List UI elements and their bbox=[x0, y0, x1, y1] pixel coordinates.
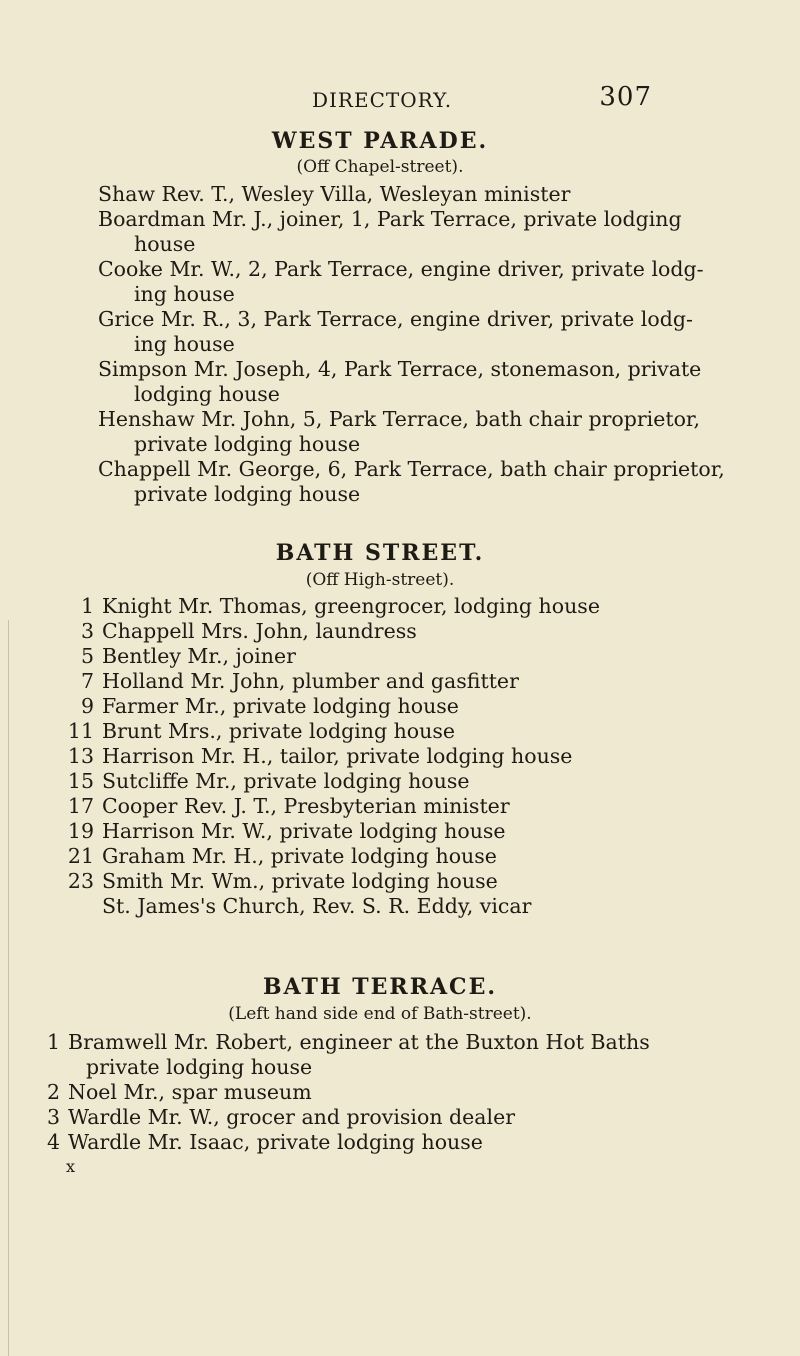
list-item bbox=[54, 694, 794, 719]
list-item bbox=[20, 1030, 760, 1080]
house-number: 9 bbox=[80, 694, 94, 718]
bath-street-subtitle: (Off High-street). bbox=[305, 570, 455, 590]
running-head bbox=[312, 82, 652, 120]
bath-terrace-subtitle: (Left hand side end of Bath-street). bbox=[228, 1004, 532, 1024]
running-head-title: DIRECTORY. bbox=[312, 88, 453, 112]
entry-text: Holland Mr. John, plumber and gasfitter bbox=[102, 669, 519, 693]
bath-terrace-title: BATH TERRACE. bbox=[263, 974, 497, 1000]
list-item bbox=[54, 644, 794, 669]
list-item bbox=[54, 719, 794, 744]
list-item bbox=[54, 844, 794, 869]
entry-text: Wardle Mr. Isaac, private lodging house bbox=[68, 1130, 483, 1154]
entry-text: Graham Mr. H., private lodging house bbox=[102, 844, 497, 868]
list-item bbox=[98, 457, 788, 507]
house-number: 19 bbox=[67, 819, 94, 843]
list-item bbox=[98, 257, 788, 307]
signature-mark: x bbox=[66, 1157, 76, 1176]
house-number: 5 bbox=[80, 644, 94, 668]
entry-text: Simpson Mr. Joseph, 4, Park Terrace, stonemason, private bbox=[98, 357, 702, 381]
list-item bbox=[54, 619, 794, 644]
entry-text: Grice Mr. R., 3, Park Terrace, engine driver, private lodg- bbox=[98, 307, 693, 331]
list-item bbox=[54, 769, 794, 794]
list-item bbox=[98, 307, 788, 357]
entry-text: Smith Mr. Wm., private lodging house bbox=[102, 869, 498, 893]
west-parade-title: WEST PARADE. bbox=[271, 128, 489, 154]
entry-continuation: ing house bbox=[134, 332, 235, 356]
west-parade-subtitle: (Off Chapel-street). bbox=[296, 157, 464, 177]
entry-text: Brunt Mrs., private lodging house bbox=[102, 719, 455, 743]
entry-continuation: private lodging house bbox=[134, 432, 361, 456]
house-number: 3 bbox=[46, 1105, 60, 1129]
list-item bbox=[98, 182, 788, 207]
house-number: 17 bbox=[67, 794, 94, 818]
entry-text: Shaw Rev. T., Wesley Villa, Wesleyan minister bbox=[98, 182, 571, 206]
list-item bbox=[20, 1080, 760, 1105]
entry-continuation: lodging house bbox=[134, 382, 280, 406]
list-item bbox=[54, 794, 794, 819]
list-item bbox=[54, 869, 794, 894]
house-number: 21 bbox=[67, 844, 94, 868]
list-item bbox=[54, 819, 794, 844]
entry-continuation: private lodging house bbox=[134, 482, 361, 506]
entry-text: Noel Mr., spar museum bbox=[68, 1080, 312, 1104]
house-number: 15 bbox=[67, 769, 94, 793]
entry-text: Harrison Mr. W., private lodging house bbox=[102, 819, 506, 843]
entry-text: Bramwell Mr. Robert, engineer at the Buxton Hot Baths bbox=[68, 1030, 650, 1054]
entry-text: Boardman Mr. J., joiner, 1, Park Terrace, private lodging bbox=[98, 207, 682, 231]
list-item bbox=[20, 1130, 760, 1155]
entry-text: Bentley Mr., joiner bbox=[102, 644, 296, 668]
entry-continuation: ing house bbox=[134, 282, 235, 306]
house-number: 11 bbox=[67, 719, 94, 743]
entry-text: Harrison Mr. H., tailor, private lodging house bbox=[102, 744, 573, 768]
house-number: 1 bbox=[80, 594, 94, 618]
entry-text: Knight Mr. Thomas, greengrocer, lodging house bbox=[102, 594, 600, 618]
house-number: 2 bbox=[46, 1080, 60, 1104]
house-number: 3 bbox=[80, 619, 94, 643]
house-number: 7 bbox=[80, 669, 94, 693]
entry-text: Henshaw Mr. John, 5, Park Terrace, bath chair proprietor, bbox=[98, 407, 700, 431]
entry-text: Cooke Mr. W., 2, Park Terrace, engine driver, private lodg- bbox=[98, 257, 704, 281]
entry-continuation: house bbox=[134, 232, 196, 256]
house-number: 13 bbox=[67, 744, 94, 768]
page-number: 307 bbox=[599, 82, 652, 112]
house-number: 23 bbox=[67, 869, 94, 893]
entry-text: Chappell Mr. George, 6, Park Terrace, bath chair proprietor, bbox=[98, 457, 725, 481]
list-item bbox=[98, 357, 788, 407]
entry-continuation: private lodging house bbox=[86, 1055, 313, 1079]
list-item bbox=[98, 407, 788, 457]
entry-text: Sutcliffe Mr., private lodging house bbox=[102, 769, 470, 793]
list-item bbox=[20, 1105, 760, 1130]
entry-text: Wardle Mr. W., grocer and provision dealer bbox=[68, 1105, 516, 1129]
list-item bbox=[54, 744, 794, 769]
list-item bbox=[98, 207, 788, 257]
church-entry: St. James's Church, Rev. S. R. Eddy, vicar bbox=[102, 894, 532, 918]
list-item bbox=[54, 594, 794, 619]
list-item bbox=[54, 669, 794, 694]
entry-text: Farmer Mr., private lodging house bbox=[102, 694, 459, 718]
house-number: 4 bbox=[46, 1130, 60, 1154]
entry-text: Chappell Mrs. John, laundress bbox=[102, 619, 417, 643]
bath-street-title: BATH STREET. bbox=[275, 540, 485, 566]
house-number: 1 bbox=[46, 1030, 60, 1054]
entry-text: Cooper Rev. J. T., Presbyterian minister bbox=[102, 794, 510, 818]
